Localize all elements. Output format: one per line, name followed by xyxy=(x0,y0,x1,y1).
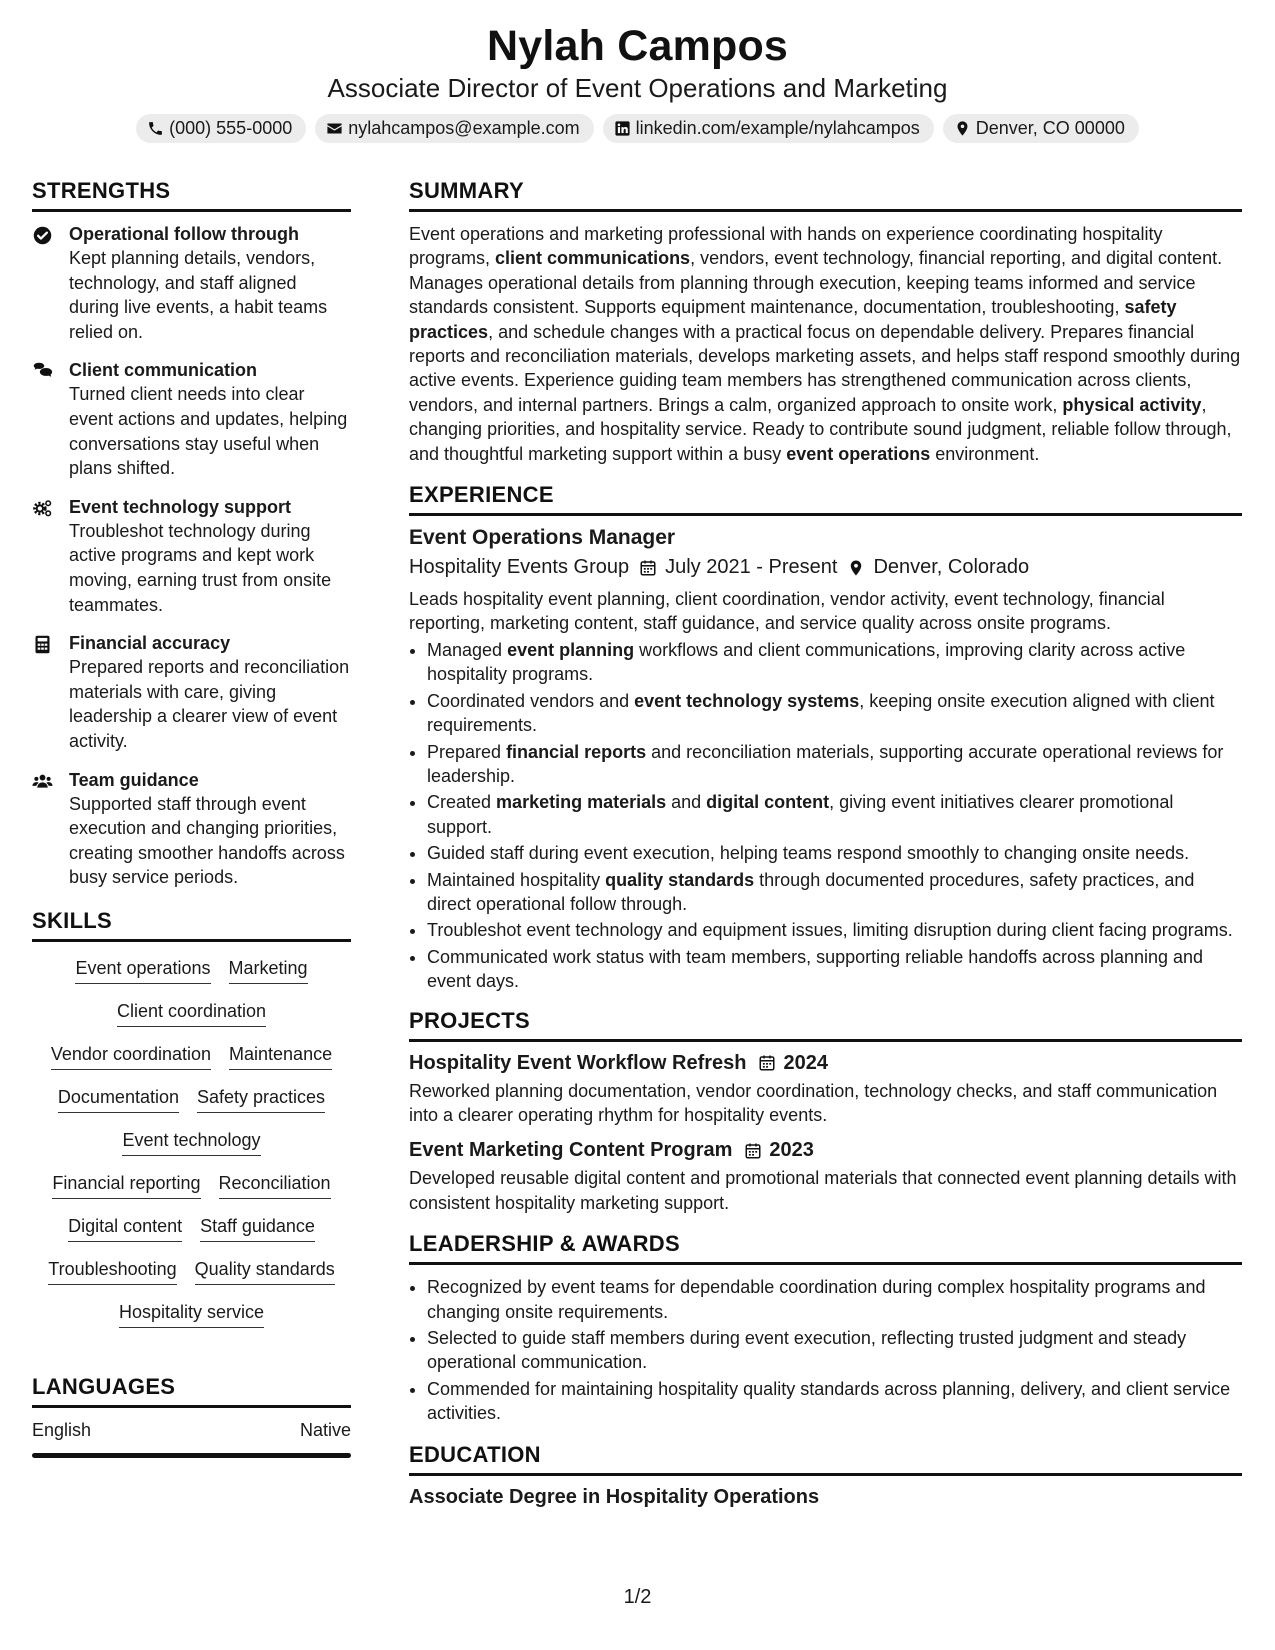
contact-email[interactable] xyxy=(315,114,593,143)
projects-heading: PROJECTS xyxy=(409,1008,1242,1042)
map-pin-icon xyxy=(847,559,865,577)
job-description: Leads hospitality event planning, client coordination, vendor activity, event technology, financial reporting, marketing content, staff guidance, and service quality across onsite programs. xyxy=(409,589,1165,634)
calendar-icon xyxy=(744,1142,762,1160)
contact-phone[interactable] xyxy=(136,114,306,143)
project-year xyxy=(758,1052,828,1075)
skill-tag: Client coordination xyxy=(117,999,266,1027)
job-company: Hospitality Events Group xyxy=(409,556,630,579)
job-bullet xyxy=(427,841,1242,865)
project-year-text: 2023 xyxy=(769,1139,814,1162)
project-title: Hospitality Event Workflow Refresh xyxy=(409,1051,747,1074)
strength-item xyxy=(32,631,351,753)
job-bullet xyxy=(427,638,1242,687)
text-segment: , vendors, event technology, financial reporting, and digital content. Manages operational details from planning through execution, keeping teams informed and service standards consistent. Supports equipment maintenance, documentation, troubleshooting, xyxy=(409,248,1223,318)
leadership-item: • Recognized by event teams for dependable coordination during complex hospitality programs and changing onsite requirements. xyxy=(427,1275,1242,1324)
summary-heading: SUMMARY xyxy=(409,178,1242,212)
job-bullet xyxy=(427,868,1242,917)
envelope-icon xyxy=(326,120,343,137)
emphasis-text: quality standards xyxy=(605,869,755,890)
text-segment: workflows and client communications, improving clarity across active hospitality programs. xyxy=(427,639,1186,685)
project-header xyxy=(409,1139,1242,1162)
job-dates xyxy=(639,556,837,579)
project-desc: Developed reusable digital content and promotional materials that connected event planning details with consistent hospitality marketing support. xyxy=(409,1168,1237,1213)
strength-item xyxy=(32,495,351,617)
language-name: English xyxy=(32,1419,92,1440)
strength-title: Operational follow through xyxy=(69,224,299,244)
job-bullet xyxy=(427,945,1242,994)
emphasis-text: safety practices xyxy=(409,297,1177,342)
contact-linkedin-text: linkedin.com/example/nylahcampos xyxy=(635,118,920,138)
job-bullet xyxy=(427,790,1242,839)
emphasis-text: event planning xyxy=(507,639,635,660)
strength-desc: Kept planning details, vendors, technology, and staff aligned during live events, a habit teams relied on. xyxy=(69,248,328,342)
text-segment: , keeping onsite execution aligned with client requirements. xyxy=(427,690,1215,736)
text-segment: Coordinated vendors and xyxy=(427,690,635,711)
skill-tag: Reconciliation xyxy=(219,1171,331,1199)
text-segment: environment. xyxy=(930,443,1040,464)
skill-tag: Quality standards xyxy=(195,1257,335,1285)
job-location xyxy=(847,556,1029,579)
project-year xyxy=(744,1139,814,1162)
text-segment: through documented procedures, safety practices, and direct operational follow through. xyxy=(427,869,1195,914)
calendar-icon xyxy=(639,559,657,577)
strength-title: Client communication xyxy=(69,360,258,381)
language-proficiency-bar xyxy=(32,1453,351,1458)
strengths-heading: STRENGTHS xyxy=(32,178,351,212)
text-segment: Event operations and marketing professional with hands on experience coordinating hospitality programs, xyxy=(409,224,1163,269)
strength-title: Team guidance xyxy=(69,769,199,790)
text-segment: Maintained hospitality xyxy=(427,869,606,890)
job-bullet xyxy=(427,918,1242,942)
candidate-name: Nylah Campos xyxy=(486,22,789,70)
contact-phone-text: (000) 555-0000 xyxy=(169,118,293,138)
skill-tag: Event operations xyxy=(75,956,210,984)
text-segment: Prepared xyxy=(427,741,507,762)
right-column xyxy=(409,178,1242,1509)
leadership-list xyxy=(409,1275,1242,1425)
education-heading: EDUCATION xyxy=(409,1442,1242,1476)
phone-icon xyxy=(147,120,164,137)
strength-desc: Prepared reports and reconciliation materials with care, giving leadership a clearer view of event activity. xyxy=(69,657,350,751)
emphasis-text: physical activity xyxy=(1062,394,1202,415)
text-segment: , giving event initiatives clearer promotional support. xyxy=(427,792,1174,837)
emphasis-text: event technology systems xyxy=(634,690,860,711)
emphasis-text: marketing materials xyxy=(496,792,667,813)
check-circle-icon xyxy=(32,222,56,344)
strength-desc: Turned client needs into clear event actions and updates, helping conversations stay useful when plans shifted. xyxy=(69,384,348,479)
strength-item xyxy=(32,222,351,344)
text-segment: Created xyxy=(427,792,497,813)
language-row xyxy=(32,1420,351,1441)
skill-tag: Maintenance xyxy=(229,1042,332,1070)
emphasis-text: digital content xyxy=(706,792,830,813)
text-segment: Guided staff during event execution, helping teams respond smoothly to changing onsite needs. xyxy=(427,843,1190,864)
skill-tag: Marketing xyxy=(229,956,308,984)
job-bullet xyxy=(427,740,1242,789)
skill-tag: Safety practices xyxy=(197,1085,325,1113)
chat-bubbles-icon xyxy=(32,358,56,480)
job-bullet xyxy=(427,689,1242,738)
strength-desc: Troubleshot technology during active programs and kept work moving, earning trust from onsite teammates. xyxy=(69,520,332,615)
contact-location xyxy=(943,114,1139,143)
text-segment: and reconciliation materials, supporting accurate operational reviews for leadership. xyxy=(427,741,1224,786)
skill-tag: Documentation xyxy=(58,1085,179,1113)
skills-heading: SKILLS xyxy=(32,908,351,942)
text-segment: and xyxy=(666,792,707,813)
education-degree: Associate Degree in Hospitality Operations xyxy=(409,1485,820,1508)
language-level: Native xyxy=(299,1419,351,1440)
summary-text xyxy=(409,222,1242,466)
contact-bar xyxy=(0,114,1275,143)
strength-item xyxy=(32,768,351,890)
text-segment: , changing priorities, and hospitality service. Ready to contribute sound judgment, reliable follow through, and thoughtful marketing support within a busy xyxy=(409,394,1232,464)
skill-tag: Financial reporting xyxy=(52,1171,200,1199)
page-number: 1/2 xyxy=(623,1586,652,1608)
strength-title: Event technology support xyxy=(69,496,292,517)
skill-tag: Vendor coordination xyxy=(51,1042,211,1070)
languages-heading: LANGUAGES xyxy=(32,1374,351,1408)
gears-icon xyxy=(32,495,56,617)
project-title: Event Marketing Content Program xyxy=(409,1139,733,1162)
job-dates-text: July 2021 - Present xyxy=(665,556,838,579)
text-segment: Managed xyxy=(427,639,508,660)
project-desc: Reworked planning documentation, vendor coordination, technology checks, and staff communication into a clearer operating rhythm for hospitality events. xyxy=(409,1080,1218,1125)
strength-title: Financial accuracy xyxy=(69,633,231,654)
emphasis-text: financial reports xyxy=(506,741,647,762)
skill-tag: Troubleshooting xyxy=(48,1257,176,1285)
leadership-item: • Selected to guide staff members during event execution, reflecting trusted judgment and steady operational communication. xyxy=(427,1326,1242,1375)
skill-tag: Staff guidance xyxy=(200,1214,315,1242)
users-icon xyxy=(32,768,56,890)
text-segment: Communicated work status with team members, supporting reliable handoffs across planning and event days. xyxy=(427,946,1204,992)
candidate-headline: Associate Director of Event Operations and Marketing xyxy=(327,73,948,103)
project-header xyxy=(409,1052,1242,1075)
contact-location-text: Denver, CO 00000 xyxy=(975,118,1125,138)
text-segment: , and schedule changes with a practical focus on dependable delivery. Prepares financial reports and reconciliation materials, develops marketing assets, and helps staff respond smoothly during active events. Experience guiding team members has strengthened communication across clients, vendors, and internal partners. Brings a calm, organized approach to onsite work, xyxy=(409,321,1241,415)
job-title: Event Operations Manager xyxy=(409,526,676,550)
job-location-text: Denver, Colorado xyxy=(873,556,1030,579)
linkedin-icon xyxy=(614,120,631,137)
map-pin-icon xyxy=(954,120,971,137)
job-meta xyxy=(409,556,1242,579)
calendar-icon xyxy=(758,1054,776,1072)
skill-tag: Hospitality service xyxy=(119,1300,264,1328)
calculator-icon xyxy=(32,631,56,753)
skill-tag: Digital content xyxy=(68,1214,182,1242)
job-bullets xyxy=(409,638,1242,994)
strength-desc: Supported staff through event execution and changing priorities, creating smoother handoffs across busy service periods. xyxy=(69,793,345,888)
project-year-text: 2024 xyxy=(783,1051,828,1074)
leadership-item: • Commended for maintaining hospitality quality standards across planning, delivery, and client service activities. xyxy=(427,1377,1242,1426)
contact-linkedin[interactable] xyxy=(603,114,934,143)
experience-heading: EXPERIENCE xyxy=(409,482,1242,516)
emphasis-text: client communications xyxy=(495,248,691,269)
emphasis-text: event operations xyxy=(786,443,931,464)
text-segment: Troubleshot event technology and equipment issues, limiting disruption during client facing programs. xyxy=(427,920,1233,941)
skills-list xyxy=(32,952,351,1334)
contact-email-text: nylahcampos@example.com xyxy=(348,118,580,138)
skill-tag: Event technology xyxy=(122,1128,260,1156)
strength-item xyxy=(32,358,351,480)
leadership-heading: LEADERSHIP & AWARDS xyxy=(409,1231,1242,1265)
left-column xyxy=(32,178,351,1458)
